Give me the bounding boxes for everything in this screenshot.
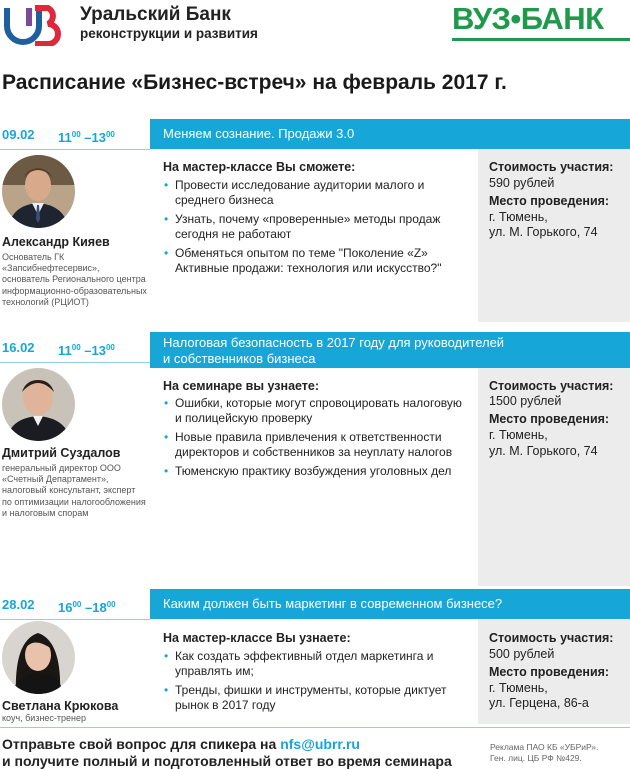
event-card-2 bbox=[0, 332, 630, 586]
section-heading: На семинаре вы узнаете: bbox=[163, 379, 320, 393]
event-time: $16^{00}$ $-18^{00}$ bbox=[58, 600, 116, 615]
list-item: • Провести исследование аудитории малого и среднего бизнеса bbox=[163, 178, 468, 208]
speaker-name: Светлана Крюкова bbox=[2, 699, 119, 713]
speaker-description: коуч, бизнес-тренер bbox=[2, 713, 87, 723]
benefits-list bbox=[163, 178, 468, 280]
venue-city: г. Тюмень, bbox=[489, 681, 548, 695]
event-datetime bbox=[0, 332, 150, 362]
list-item: • Тренды, фишки и инструменты, которые диктует рынок в 2017 году bbox=[163, 683, 468, 713]
footer-question-line2: и получите полный и подготовленный ответ во время семинара bbox=[2, 753, 452, 769]
event-date: 09.02 bbox=[2, 127, 35, 142]
section-heading: На мастер-классе Вы сможете: bbox=[163, 160, 356, 174]
event-topic-banner bbox=[150, 589, 630, 619]
speaker-portrait-icon bbox=[2, 155, 75, 228]
email-link[interactable]: nfs@ubrr.ru bbox=[280, 736, 360, 752]
price-label: Стоимость участия: bbox=[489, 160, 614, 174]
venue-label: Место проведения: bbox=[489, 412, 610, 426]
event-topic-line1: Налоговая безопасность в 2017 году для руководителей bbox=[163, 335, 505, 350]
event-topic: Каким должен быть маркетинг в современном бизнесе? bbox=[163, 596, 503, 611]
footer-question-line1: Отправьте свой вопрос для спикера на nfs@ubrr.ru bbox=[2, 736, 360, 752]
venue-street: ул. Герцена, 86-а bbox=[489, 696, 589, 710]
speaker-name: Александр Кияев bbox=[2, 235, 110, 249]
speaker-portrait-icon bbox=[2, 368, 75, 441]
event-topic-banner bbox=[150, 119, 630, 149]
bank-name-line1: Уральский Банк bbox=[80, 4, 231, 25]
speaker-description: генеральный директор ООО «Счетный Департамент», налоговый консультант, эксперт по оптимизации налогообложения и налоговым спорам bbox=[2, 463, 146, 518]
benefits-list bbox=[163, 396, 468, 483]
venue-city: г. Тюмень, bbox=[489, 210, 548, 224]
date-divider bbox=[0, 149, 150, 150]
vuz-bank-logo[interactable] bbox=[452, 2, 630, 44]
speaker-name: Дмитрий Суздалов bbox=[2, 446, 121, 460]
list-item: • Обменяться опытом по теме "Поколение «Z» Активные продажи: технология или искусство?" bbox=[163, 246, 468, 276]
event-card-1 bbox=[0, 119, 630, 322]
vuz-bank-logo-text: ВУЗ•БАНК bbox=[452, 1, 604, 36]
price-value: 1500 рублей bbox=[489, 394, 562, 408]
speaker-photo bbox=[2, 155, 75, 228]
ubrr-bank-name bbox=[80, 4, 258, 42]
price-label: Стоимость участия: bbox=[489, 631, 614, 645]
venue-city: г. Тюмень, bbox=[489, 428, 548, 442]
speaker-photo bbox=[2, 368, 75, 441]
event-date: 28.02 bbox=[2, 597, 35, 612]
price-label: Стоимость участия: bbox=[489, 379, 614, 393]
speaker-portrait-icon bbox=[2, 621, 75, 694]
venue-label: Место проведения: bbox=[489, 194, 610, 208]
list-item: • Узнать, почему «проверенные» методы продаж сегодня не работают bbox=[163, 212, 468, 242]
footer-question bbox=[2, 736, 452, 769]
event-topic-line2: и собственников бизнеса bbox=[163, 351, 316, 366]
venue-street: ул. М. Горького, 74 bbox=[489, 444, 598, 458]
event-time: $11^{00}$ $-13^{00}$ bbox=[58, 130, 115, 145]
event-date: 16.02 bbox=[2, 340, 35, 355]
event-card-3 bbox=[0, 589, 630, 724]
price-value: 590 рублей bbox=[489, 176, 555, 190]
venue-street: ул. М. Горького, 74 bbox=[489, 225, 598, 239]
legal-line2: Ген. лиц. ЦБ РФ №429. bbox=[490, 753, 582, 763]
list-item: • Тюменскую практику возбуждения уголовных дел bbox=[163, 464, 468, 479]
date-divider bbox=[0, 362, 150, 363]
list-item: • Ошибки, которые могут спровоцировать налоговую и полицейскую проверку bbox=[163, 396, 468, 426]
price-value: 500 рублей bbox=[489, 647, 555, 661]
page-title: Расписание «Бизнес-встреч» на февраль 2017 г. bbox=[2, 71, 507, 94]
header bbox=[0, 0, 630, 50]
date-divider bbox=[0, 619, 150, 620]
event-datetime bbox=[0, 589, 150, 619]
venue-label: Место проведения: bbox=[489, 665, 610, 679]
speaker-photo bbox=[2, 621, 75, 694]
ubrr-logo-mark-icon bbox=[2, 4, 64, 46]
event-topic: Меняем сознание. Продажи 3.0 bbox=[163, 126, 355, 141]
speaker-description: Основатель ГК «Запсибнефтесервис», основатель Регионального центра информационно-образовательных технологий (РЦИОТ) bbox=[2, 252, 147, 307]
benefits-list bbox=[163, 649, 468, 717]
ubrr-logo[interactable] bbox=[2, 4, 64, 46]
legal-notice bbox=[490, 742, 598, 764]
list-item: • Как создать эффективный отдел маркетинга и управлять им; bbox=[163, 649, 468, 679]
bank-name-line2: реконструкции и развития bbox=[80, 26, 258, 41]
event-topic-banner bbox=[150, 332, 630, 368]
event-time: $11^{00}$ $-13^{00}$ bbox=[58, 343, 115, 358]
footer-divider bbox=[0, 727, 630, 728]
event-datetime bbox=[0, 119, 150, 149]
section-heading: На мастер-классе Вы узнаете: bbox=[163, 631, 351, 645]
legal-line1: Реклама ПАО КБ «УБРиР». bbox=[490, 742, 599, 752]
list-item: • Новые правила привлечения к ответственности директоров и собственников за неуплату налогов bbox=[163, 430, 468, 460]
vuz-bank-logo-underline bbox=[452, 38, 630, 41]
